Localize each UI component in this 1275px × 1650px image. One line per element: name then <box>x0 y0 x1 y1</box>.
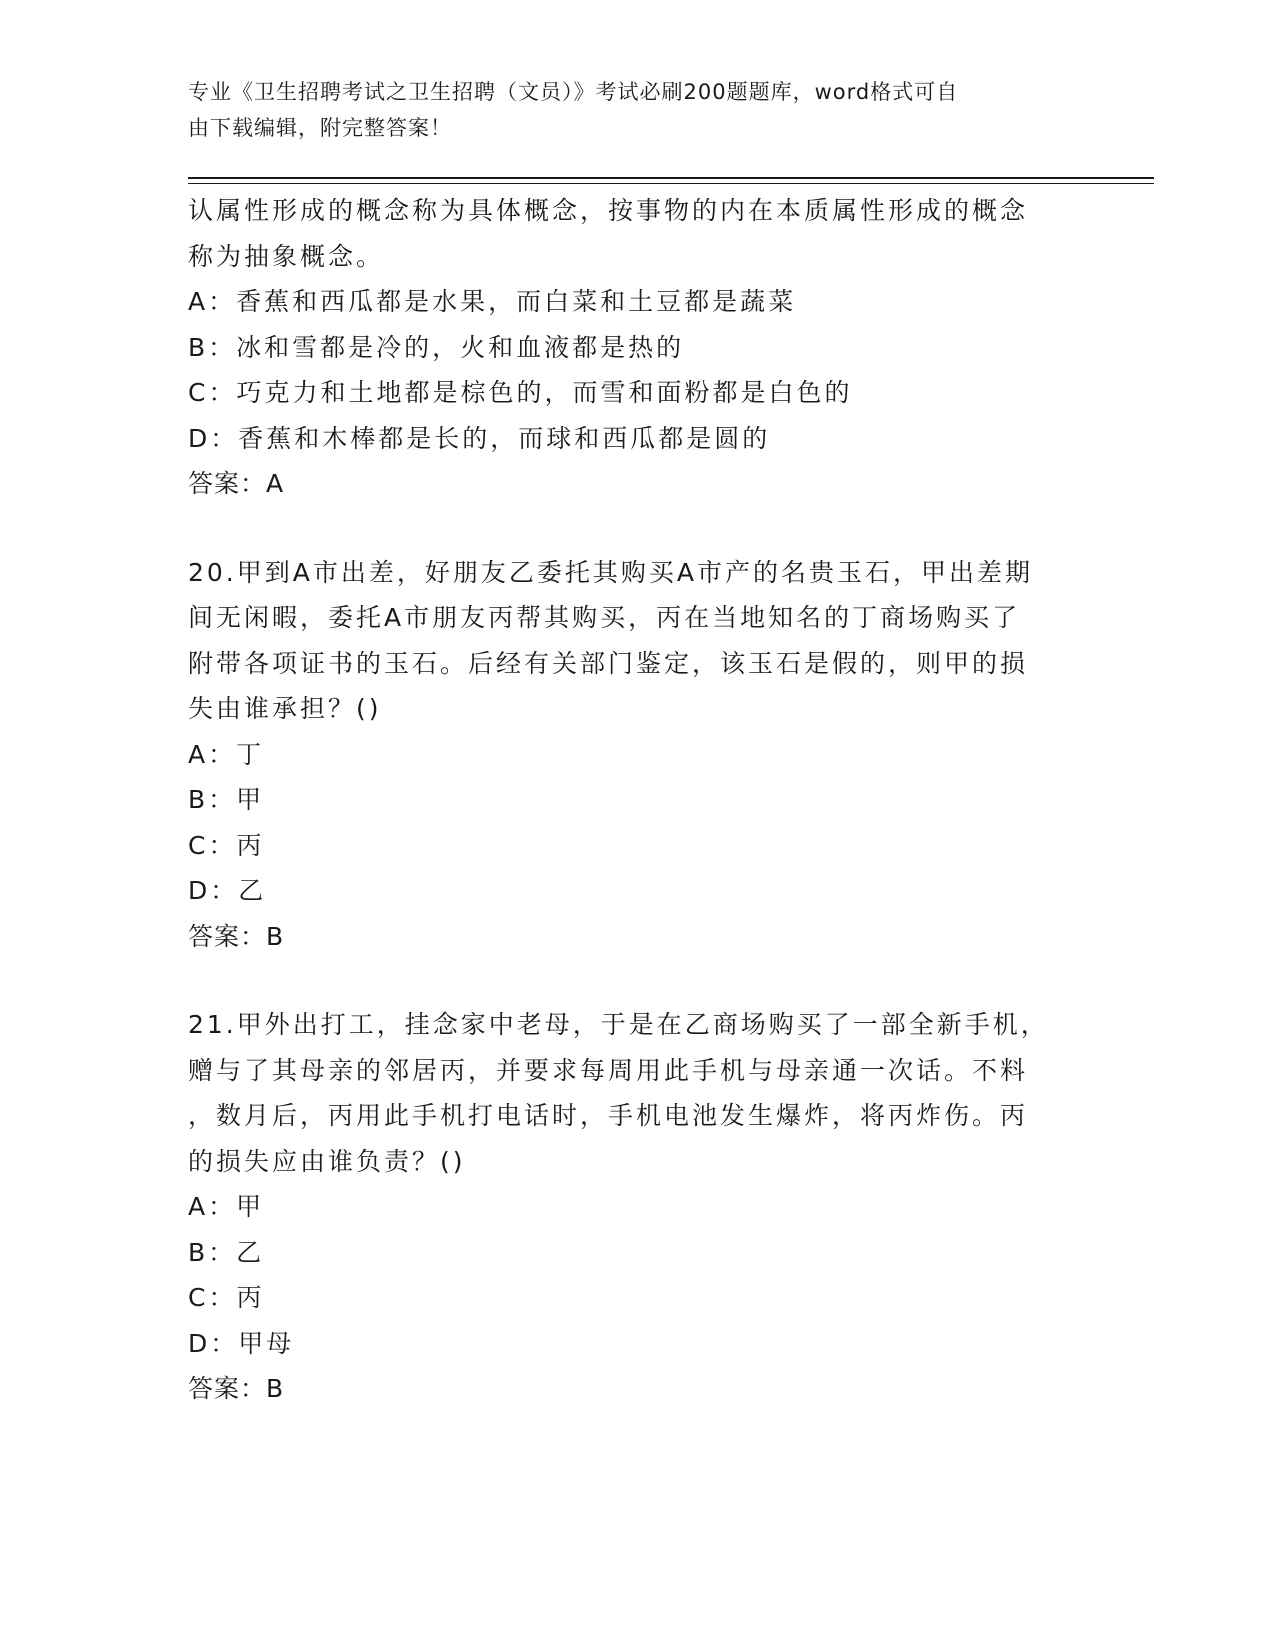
question-stem-line: 21.甲外出打工，挂念家中老母，于是在乙商场购买了一部全新手机， <box>188 1010 1049 1039</box>
option-d: D：乙 <box>188 876 267 905</box>
question-20 <box>188 550 1088 960</box>
answer-line: 答案：A <box>188 469 285 498</box>
header-line-2: 由下载编辑，附完整答案！ <box>188 116 452 140</box>
header-rule-thick <box>188 177 1154 179</box>
option-b: B：乙 <box>188 1237 265 1267</box>
question-21 <box>188 1002 1088 1412</box>
question-stem-line: 的损失应由谁负责？() <box>188 1146 466 1176</box>
answer-line: 答案：B <box>188 921 285 951</box>
question-stem-line: 附带各项证书的玉石。后经有关部门鉴定，该玉石是假的，则甲的损 <box>188 648 1029 678</box>
spacer <box>188 959 1088 1002</box>
question-19 <box>188 188 1088 507</box>
option-d: D：甲母 <box>188 1328 295 1358</box>
option-c: C：丙 <box>188 830 265 860</box>
header-line-1: 专业《卫生招聘考试之卫生招聘（文员）》考试必刷200题题库，word格式可自 <box>188 80 959 104</box>
document-body <box>188 188 1088 1412</box>
document-header <box>188 74 1078 146</box>
answer-line: 答案：B <box>188 1374 285 1403</box>
option-b: B：甲 <box>188 785 265 814</box>
question-stem-line: 20.甲到A市出差，好朋友乙委托其购买A市产的名贵玉石，甲出差期 <box>188 557 1033 587</box>
question-stem-line: 称为抽象概念。 <box>188 241 385 271</box>
question-stem-line: 间无闲暇，委托A市朋友丙帮其购买，丙在当地知名的丁商场购买了 <box>188 603 1021 632</box>
option-c: C：巧克力和土地都是棕色的，而雪和面粉都是白色的 <box>188 378 853 407</box>
option-a: A：甲 <box>188 1192 265 1221</box>
question-stem-line: 失由谁承担？() <box>188 694 382 723</box>
option-a: A：丁 <box>188 739 265 769</box>
option-b: B：冰和雪都是冷的，火和血液都是热的 <box>188 332 685 362</box>
option-c: C：丙 <box>188 1283 265 1312</box>
question-stem-line: 认属性形成的概念称为具体概念，按事物的内在本质属性形成的概念 <box>188 196 1029 225</box>
header-rule-thin <box>188 183 1154 184</box>
question-stem-line: ，数月后，丙用此手机打电话时，手机电池发生爆炸，将丙炸伤。丙 <box>188 1101 1029 1130</box>
question-stem-line: 赠与了其母亲的邻居丙，并要求每周用此手机与母亲通一次话。不料 <box>188 1055 1029 1085</box>
spacer <box>188 507 1088 550</box>
option-a: A：香蕉和西瓜都是水果，而白菜和土豆都是蔬菜 <box>188 287 797 316</box>
option-d: D：香蕉和木棒都是长的，而球和西瓜都是圆的 <box>188 423 771 453</box>
